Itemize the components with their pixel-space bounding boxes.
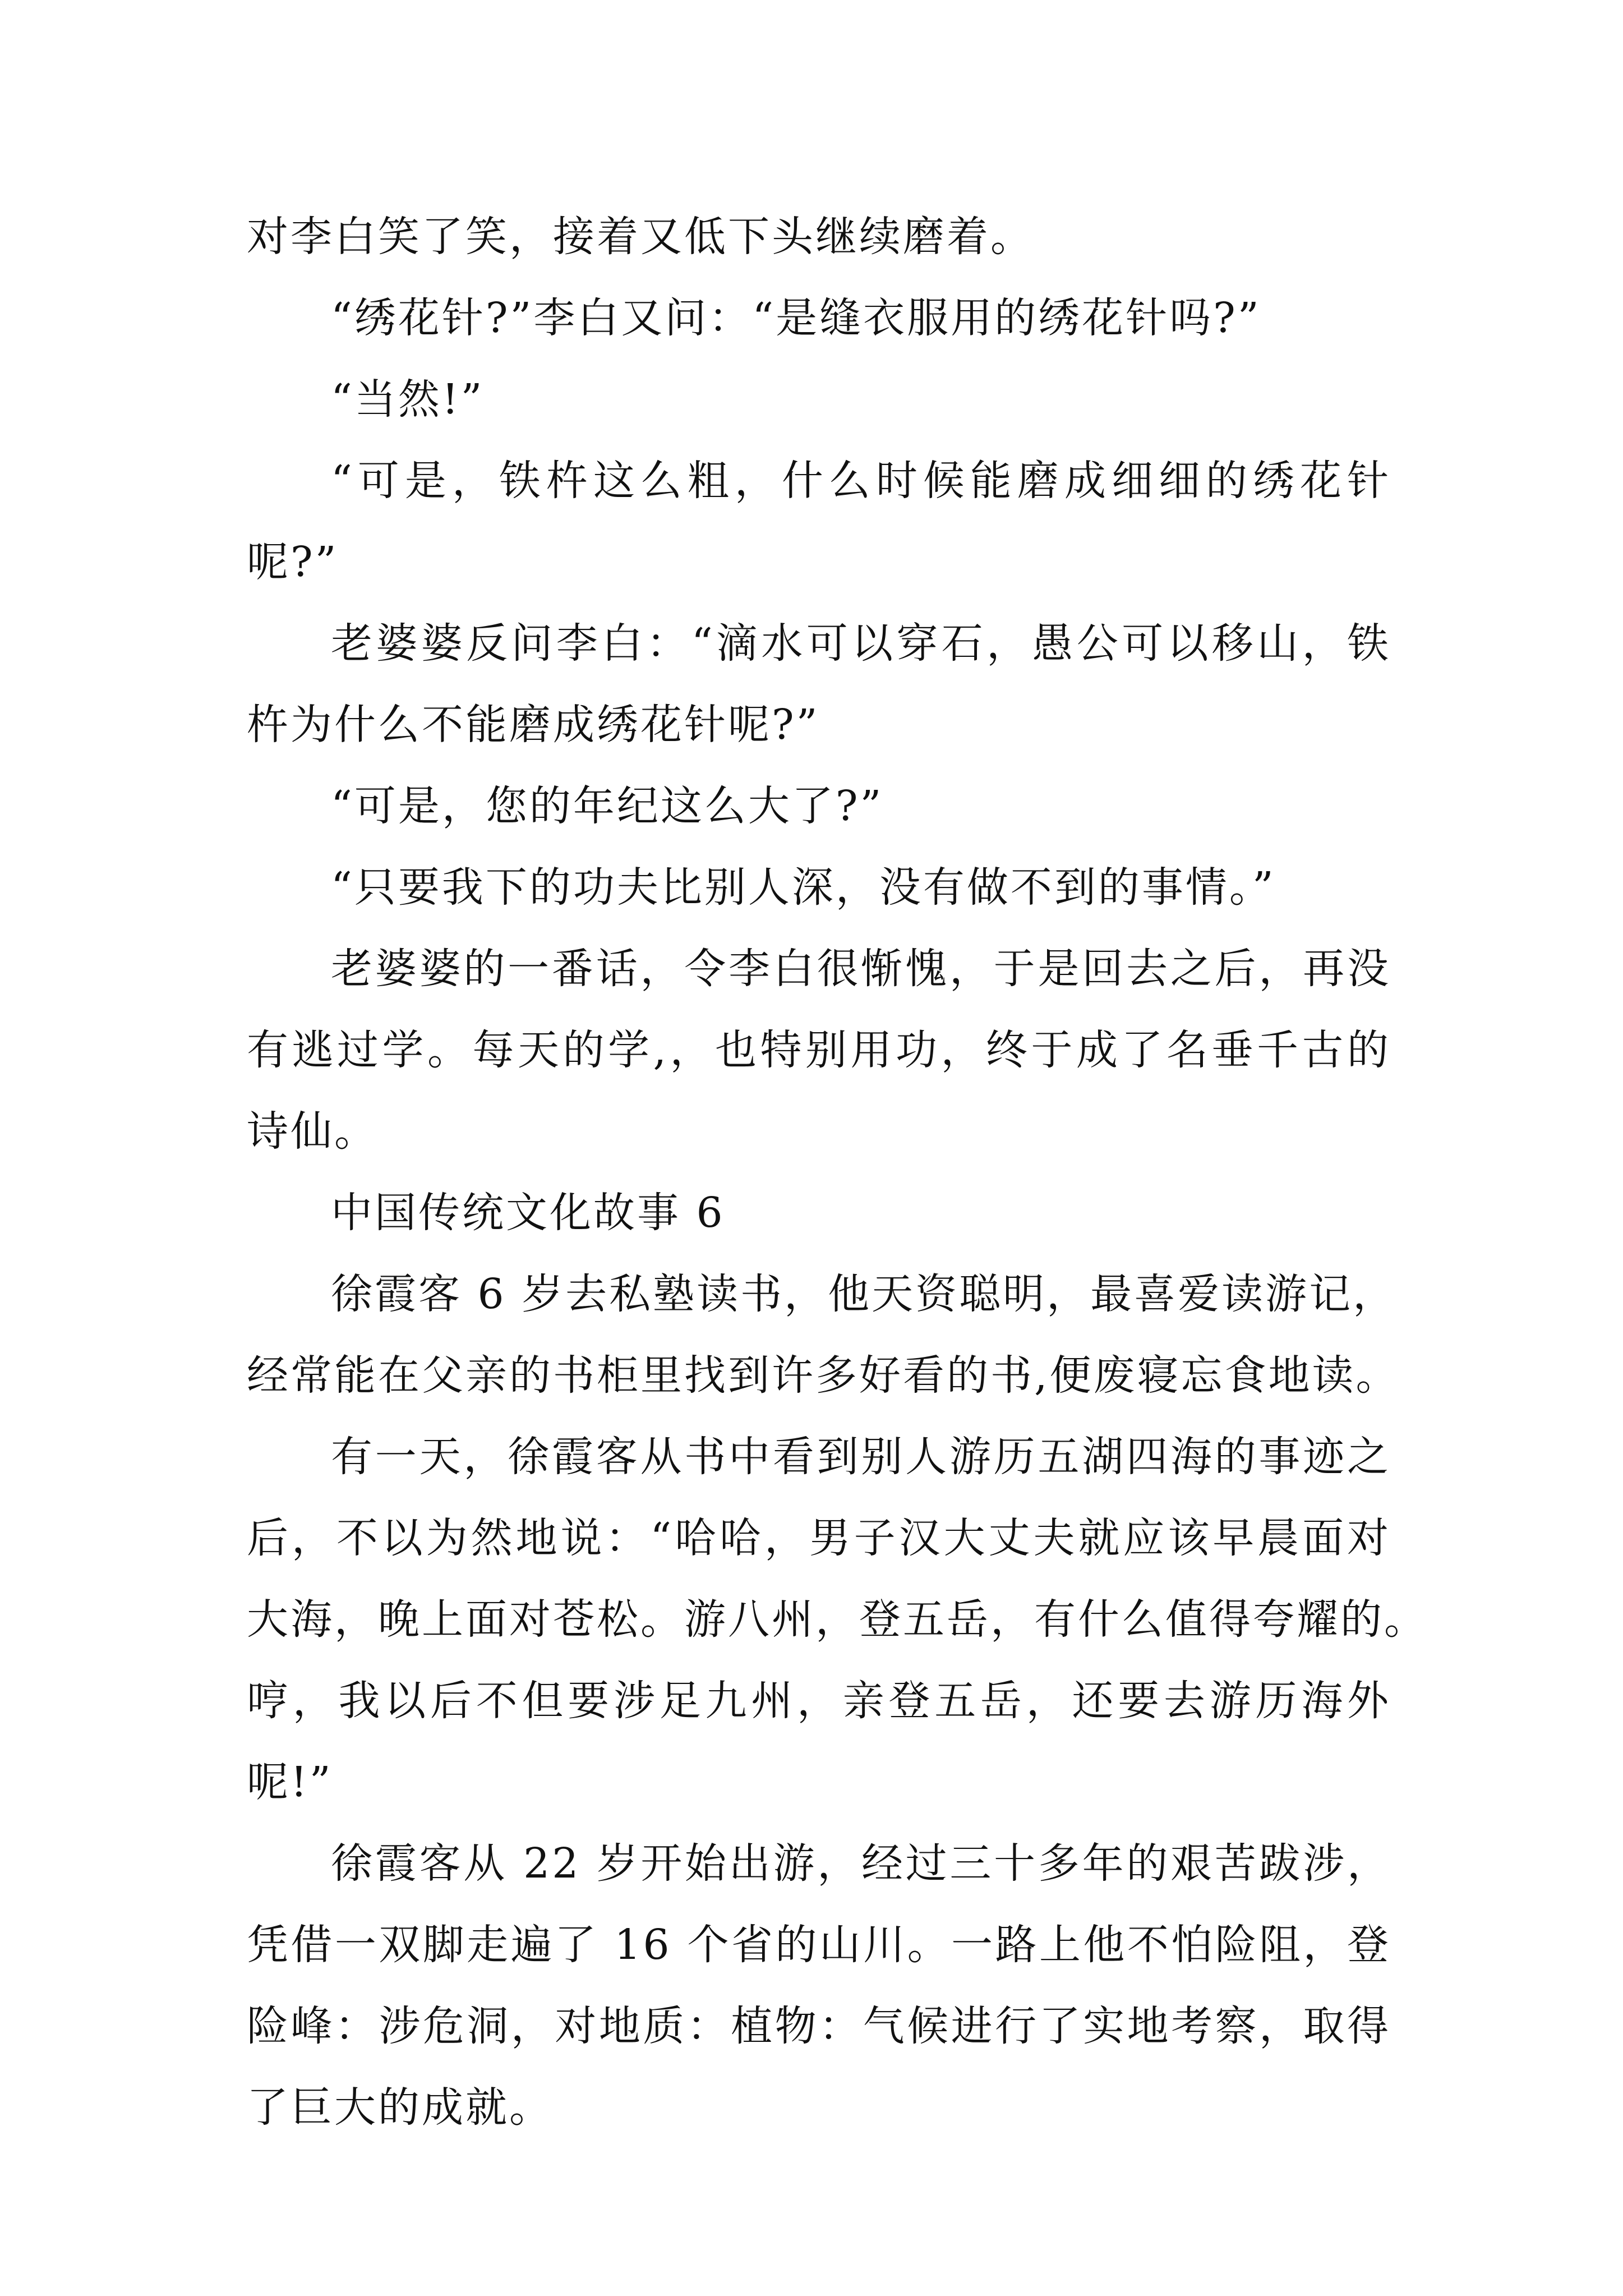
text-line: “绣花针?”李白又问：“是缝衣服用的绣花针吗?” xyxy=(331,294,1261,342)
text-line: “可是，您的年纪这么大了?” xyxy=(331,782,884,830)
text-line: 老婆婆反问李白：“滴水可以穿石，愚公可以移山，铁 xyxy=(331,619,1391,668)
text-line: 有逃过学。每天的学,，也特别用功，终于成了名垂千古的 xyxy=(247,1026,1391,1074)
text-line: 经常能在父亲的书柜里找到许多好看的书,便废寝忘食地读。 xyxy=(247,1351,1400,1400)
text-line: 凭借一双脚走遍了 16 个省的山川。一路上他不怕险阻，登 xyxy=(247,1921,1391,1969)
text-line: 诗仙。 xyxy=(247,1107,378,1156)
text-line: 后，不以为然地说：“哈哈，男子汉大丈夫就应该早晨面对 xyxy=(247,1514,1391,1562)
text-line: 险峰：涉危洞，对地质：植物：气候进行了实地考察，取得 xyxy=(247,2002,1391,2050)
section-heading: 中国传统文化故事 6 xyxy=(331,1189,725,1237)
text-line: 有一天，徐霞客从书中看到别人游历五湖四海的事迹之 xyxy=(331,1433,1391,1481)
text-line: 杵为什么不能磨成绣花针呢?” xyxy=(247,701,820,749)
text-line: 了巨大的成就。 xyxy=(247,2083,553,2132)
text-line: 对李白笑了笑，接着又低下头继续磨着。 xyxy=(247,213,1034,261)
text-line: “可是，铁杵这么粗，什么时候能磨成细细的绣花针 xyxy=(331,457,1391,505)
text-line: 徐霞客从 22 岁开始出游，经过三十多年的艰苦跋涉， xyxy=(331,1839,1391,1888)
text-line: 呢!” xyxy=(247,1758,333,1806)
text-line: “当然!” xyxy=(331,375,485,424)
text-line: 呢?” xyxy=(247,538,339,586)
text-line: 哼，我以后不但要涉足九州，亲登五岳，还要去游历海外 xyxy=(247,1677,1391,1725)
text-line: 大海，晚上面对苍松。游八州，登五岳，有什么值得夸耀的。 xyxy=(247,1595,1428,1644)
text-line: 老婆婆的一番话，令李白很惭愧，于是回去之后，再没 xyxy=(331,945,1391,993)
body-text xyxy=(247,196,1428,2148)
text-line: “只要我下的功夫比别人深，没有做不到的事情。” xyxy=(331,863,1276,912)
text-line: 徐霞客 6 岁去私塾读书，他天资聪明，最喜爱读游记， xyxy=(331,1270,1397,1318)
